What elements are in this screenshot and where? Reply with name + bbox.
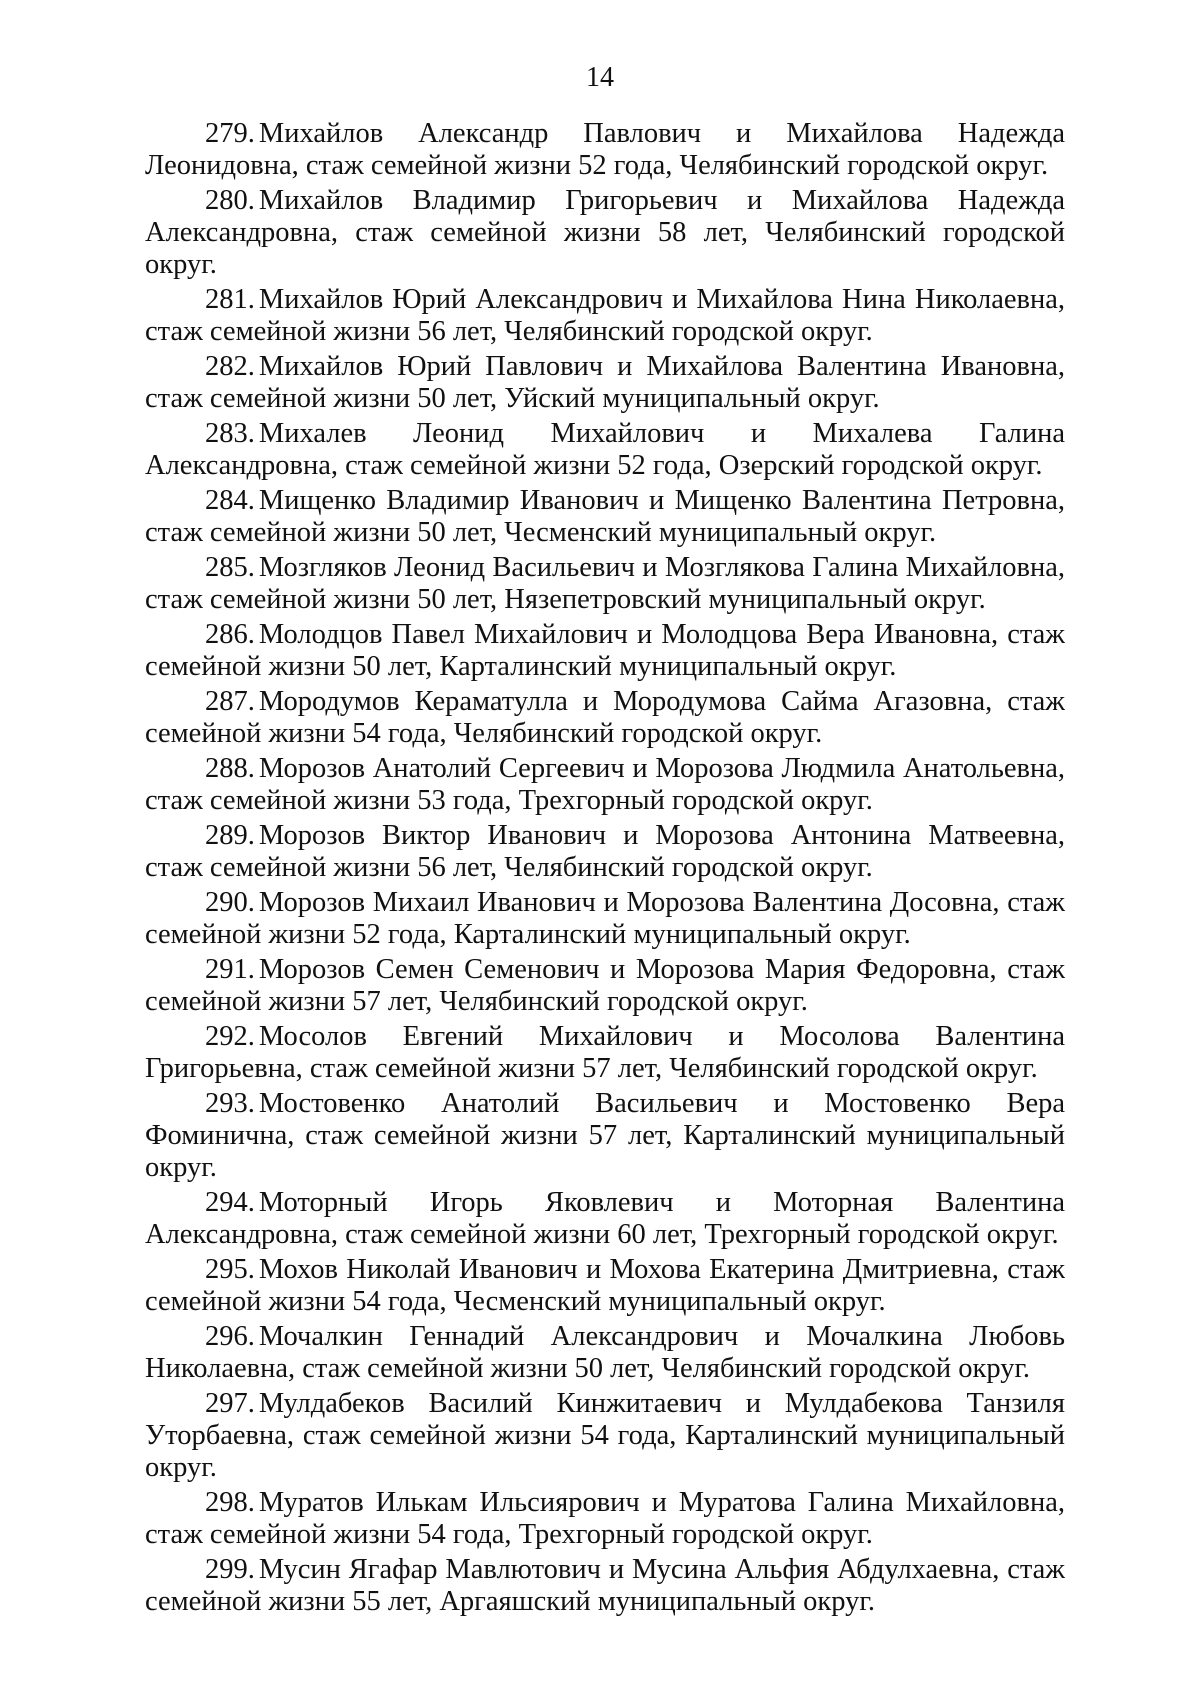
- list-item-number: 294.: [205, 1187, 255, 1218]
- list-item: [145, 1187, 1065, 1251]
- award-list: [145, 118, 1065, 1621]
- list-item: [145, 418, 1065, 482]
- list-item-number: 282.: [205, 351, 255, 382]
- list-item: [145, 1021, 1065, 1085]
- list-item-text: Мищенко Владимир Иванович и Мищенко Валентина Петровна, стаж семейной жизни 50 лет, Чесменский муниципальный округ.: [145, 485, 1065, 548]
- list-item: [145, 753, 1065, 817]
- list-item: [145, 118, 1065, 182]
- list-item-text: Мулдабеков Василий Кинжитаевич и Мулдабекова Танзиля Уторбаевна, стаж семейной жизни 54 года, Карталинский муниципальный округ.: [145, 1388, 1065, 1483]
- list-item: [145, 185, 1065, 281]
- list-item: [145, 1487, 1065, 1551]
- list-item-text: Мостовенко Анатолий Васильевич и Мостовенко Вера Фоминична, стаж семейной жизни 57 лет, Карталинский муниципальный округ.: [145, 1088, 1065, 1183]
- list-item-number: 283.: [205, 418, 255, 449]
- list-item-number: 288.: [205, 753, 255, 784]
- list-item: [145, 1088, 1065, 1184]
- list-item-text: Мусин Ягафар Мавлютович и Мусина Альфия Абдулхаевна, стаж семейной жизни 55 лет, Аргаяшский муниципальный округ.: [145, 1554, 1065, 1617]
- list-item-text: Михайлов Владимир Григорьевич и Михайлова Надежда Александровна, стаж семейной жизни 58 лет, Челябинский городской округ.: [145, 185, 1065, 280]
- list-item-number: 296.: [205, 1321, 255, 1352]
- list-item-number: 289.: [205, 820, 255, 851]
- list-item: [145, 351, 1065, 415]
- list-item-text: Мочалкин Геннадий Александрович и Мочалкина Любовь Николаевна, стаж семейной жизни 50 лет, Челябинский городской округ.: [145, 1321, 1065, 1384]
- list-item-number: 290.: [205, 887, 255, 918]
- list-item: [145, 1554, 1065, 1618]
- list-item: [145, 820, 1065, 884]
- list-item-number: 281.: [205, 284, 255, 315]
- list-item: [145, 1388, 1065, 1484]
- list-item: [145, 1254, 1065, 1318]
- list-item-text: Морозов Семен Семенович и Морозова Мария Федоровна, стаж семейной жизни 57 лет, Челябинский городской округ.: [145, 954, 1065, 1017]
- list-item-number: 299.: [205, 1554, 255, 1585]
- list-item-number: 295.: [205, 1254, 255, 1285]
- list-item-text: Моторный Игорь Яковлевич и Моторная Валентина Александровна, стаж семейной жизни 60 лет, Трехгорный городской округ.: [145, 1187, 1065, 1250]
- list-item-number: 279.: [205, 118, 255, 149]
- page-number: 14: [586, 62, 614, 93]
- list-item: [145, 284, 1065, 348]
- list-item: [145, 887, 1065, 951]
- list-item-text: Михайлов Юрий Александрович и Михайлова Нина Николаевна, стаж семейной жизни 56 лет, Челябинский городской округ.: [145, 284, 1065, 347]
- list-item-number: 287.: [205, 686, 255, 717]
- list-item-number: 291.: [205, 954, 255, 985]
- list-item-text: Мородумов Кераматулла и Мородумова Сайма Агазовна, стаж семейной жизни 54 года, Челябинский городской округ.: [145, 686, 1065, 749]
- list-item-text: Морозов Михаил Иванович и Морозова Валентина Досовна, стаж семейной жизни 52 года, Карталинский муниципальный округ.: [145, 887, 1065, 950]
- list-item-number: 280.: [205, 185, 255, 216]
- list-item-number: 293.: [205, 1088, 255, 1119]
- list-item-text: Мосолов Евгений Михайлович и Мосолова Валентина Григорьевна, стаж семейной жизни 57 лет, Челябинский городской округ.: [145, 1021, 1065, 1084]
- list-item-number: 285.: [205, 552, 255, 583]
- list-item-number: 292.: [205, 1021, 255, 1052]
- list-item-text: Михалев Леонид Михайлович и Михалева Галина Александровна, стаж семейной жизни 52 года, Озерский городской округ.: [145, 418, 1065, 481]
- list-item-text: Морозов Виктор Иванович и Морозова Антонина Матвеевна, стаж семейной жизни 56 лет, Челябинский городской округ.: [145, 820, 1065, 883]
- list-item: [145, 686, 1065, 750]
- list-item-number: 297.: [205, 1388, 255, 1419]
- list-item: [145, 954, 1065, 1018]
- list-item-text: Мохов Николай Иванович и Мохова Екатерина Дмитриевна, стаж семейной жизни 54 года, Чесменский муниципальный округ.: [145, 1254, 1065, 1317]
- list-item: [145, 1321, 1065, 1385]
- list-item-text: Михайлов Александр Павлович и Михайлова Надежда Леонидовна, стаж семейной жизни 52 года, Челябинский городской округ.: [145, 118, 1065, 181]
- list-item-text: Молодцов Павел Михайлович и Молодцова Вера Ивановна, стаж семейной жизни 50 лет, Карталинский муниципальный округ.: [145, 619, 1065, 682]
- list-item-number: 286.: [205, 619, 255, 650]
- list-item-text: Мозгляков Леонид Васильевич и Мозглякова Галина Михайловна, стаж семейной жизни 50 лет, Нязепетровский муниципальный округ.: [145, 552, 1065, 615]
- list-item-number: 298.: [205, 1487, 255, 1518]
- list-item: [145, 485, 1065, 549]
- list-item: [145, 552, 1065, 616]
- list-item: [145, 619, 1065, 683]
- list-item-number: 284.: [205, 485, 255, 516]
- list-item-text: Морозов Анатолий Сергеевич и Морозова Людмила Анатольевна, стаж семейной жизни 53 года, Трехгорный городской округ.: [145, 753, 1065, 816]
- list-item-text: Муратов Илькам Ильсиярович и Муратова Галина Михайловна, стаж семейной жизни 54 года, Трехгорный городской округ.: [145, 1487, 1065, 1550]
- list-item-text: Михайлов Юрий Павлович и Михайлова Валентина Ивановна, стаж семейной жизни 50 лет, Уйский муниципальный округ.: [145, 351, 1065, 414]
